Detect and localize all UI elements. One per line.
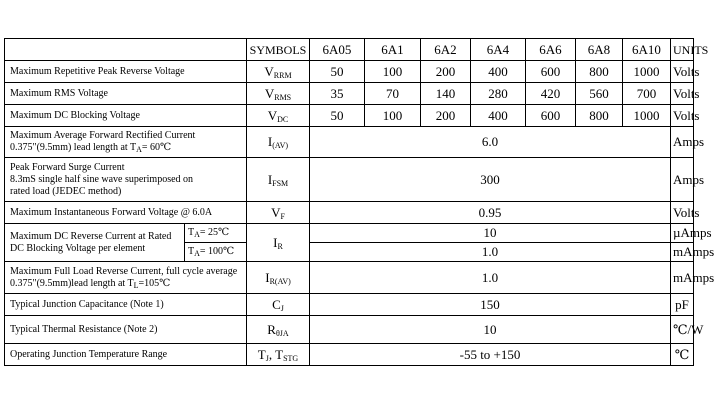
value-cell: 420 [526,83,576,105]
param-label: Maximum Average Forward Rectified Current 0.375"(9.5mm) lead length at $T_A=$ 60℃ [5,127,247,158]
row-iav [5,127,694,158]
value-cell: 70 [365,83,421,105]
header-units: UNITS [671,39,694,61]
row-ir-25 [5,224,694,243]
row-vrms [5,83,694,105]
unit-cell: Amps [671,127,694,158]
value-cell: 6.0 [310,127,671,158]
value-cell: 1000 [623,105,671,127]
unit-cell: ℃ [671,344,694,366]
value-cell: 200 [421,105,471,127]
unit-cell: Volts [671,61,694,83]
value-cell: 800 [576,61,623,83]
value-cell: 100 [365,61,421,83]
ratings-table [4,38,714,380]
unit-cell: mAmps [671,243,694,262]
value-cell: 300 [310,158,671,202]
value-cell: 150 [310,294,671,316]
param-label: Typical Thermal Resistance (Note 2) [5,316,247,344]
param-label: Peak Forward Surge Current 8.3mS single half sine wave superimposed on rated load (JEDEC method) [5,158,247,202]
value-cell: 1.0 [310,262,671,294]
header-type-6a6: 6A6 [526,39,576,61]
param-label: Maximum DC Blocking Voltage [5,105,247,127]
param-label: Maximum DC Reverse Current at Rated DC Blocking Voltage per element [5,224,185,262]
unit-cell: µAmps [671,224,694,243]
row-ifsm [5,158,694,202]
value-cell: 10 [310,316,671,344]
unit-cell: Volts [671,202,694,224]
param-label: Typical Junction Capacitance (Note 1) [5,294,247,316]
value-cell: 280 [471,83,526,105]
header-type-6a2: 6A2 [421,39,471,61]
unit-cell: ℃/W [671,316,694,344]
value-cell: 140 [421,83,471,105]
value-cell: 35 [310,83,365,105]
condition-ta-100: $T_A=$ 100℃ [185,243,247,262]
unit-cell: Volts [671,83,694,105]
value-cell: 1000 [623,61,671,83]
value-cell: 200 [421,61,471,83]
value-cell: 50 [310,105,365,127]
header-type-6a05: 6A05 [310,39,365,61]
symbol-cell: $I_R$ [247,224,310,262]
symbol-cell: $T_J$, $T_{STG}$ [247,344,310,366]
symbol-cell: $V_{RRM}$ [247,61,310,83]
symbol-cell: $I_{(AV)}$ [247,127,310,158]
symbol-cell: $R_{\theta JA}$ [247,316,310,344]
header-type-6a10: 6A10 [623,39,671,61]
condition-ta-25: $T_A=$ 25℃ [185,224,247,243]
param-label: Operating Junction Temperature Range [5,344,247,366]
param-label: Maximum Full Load Reverse Current, full cycle average 0.375"(9.5mm)lead length at $T_L=105℃$ [5,262,247,294]
row-vdc [5,105,694,127]
symbol-cell: $V_{RMS}$ [247,83,310,105]
header-symbols: SYMBOLS [247,39,310,61]
row-cj [5,294,694,316]
row-irav [5,262,694,294]
value-cell: 560 [576,83,623,105]
row-temp [5,344,694,366]
value-cell: 700 [623,83,671,105]
symbol-cell: $C_J$ [247,294,310,316]
header-type-6a8: 6A8 [576,39,623,61]
symbol-cell: $I_{R(AV)}$ [247,262,310,294]
unit-cell: mAmps [671,262,694,294]
param-label: Maximum Instantaneous Forward Voltage @ 6.0A [5,202,247,224]
value-cell: 1.0 [310,243,671,262]
unit-cell: pF [671,294,694,316]
header-row [5,39,694,61]
row-vf [5,202,694,224]
unit-cell: Volts [671,105,694,127]
value-cell: 600 [526,61,576,83]
value-cell: 0.95 [310,202,671,224]
row-vrrm [5,61,694,83]
header-type-6a1: 6A1 [365,39,421,61]
symbol-cell: $I_{FSM}$ [247,158,310,202]
value-cell: 100 [365,105,421,127]
header-type-6a4: 6A4 [471,39,526,61]
value-cell: 600 [526,105,576,127]
header-param-cell [5,39,247,61]
param-label: Maximum RMS Voltage [5,83,247,105]
value-cell: -55 to +150 [310,344,671,366]
symbol-cell: $V_F$ [247,202,310,224]
row-rth [5,316,694,344]
unit-cell: Amps [671,158,694,202]
value-cell: 400 [471,105,526,127]
param-label: Maximum Repetitive Peak Reverse Voltage [5,61,247,83]
symbol-cell: $V_{DC}$ [247,105,310,127]
value-cell: 50 [310,61,365,83]
value-cell: 400 [471,61,526,83]
value-cell: 10 [310,224,671,243]
value-cell: 800 [576,105,623,127]
